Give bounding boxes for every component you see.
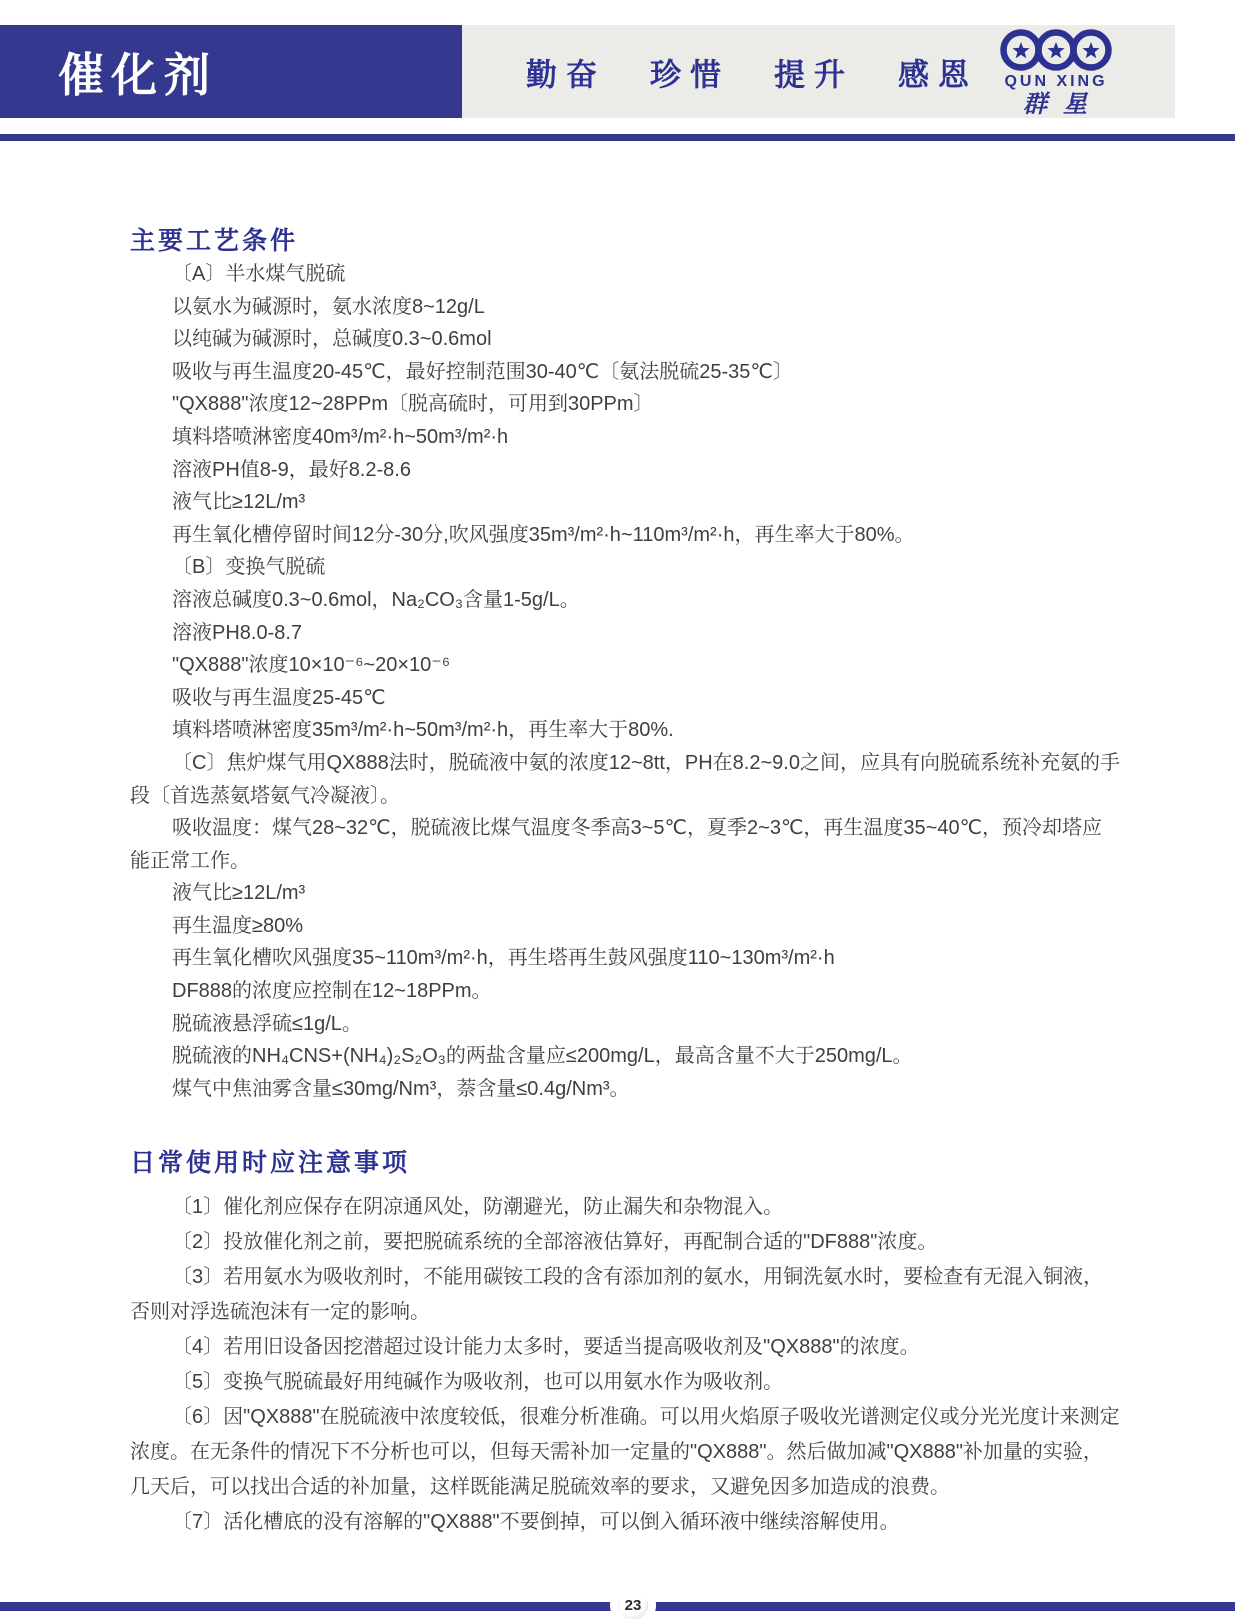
body-paragraph: 再生温度≥80% — [172, 914, 304, 937]
title-banner — [0, 25, 462, 118]
body-paragraph: 脱硫液悬浮硫≤1g/L。 — [172, 1012, 362, 1035]
motto-word: 提升 — [774, 57, 854, 93]
header-divider-rule — [0, 134, 1235, 141]
section-usage-notes — [130, 1190, 1120, 1540]
body-paragraph: 吸收温度：煤气28~32℃，脱硫液比煤气温度冬季高3~5℃，夏季2~3℃，再生温度35~40℃，预冷却塔应能正常工作。 — [130, 817, 1103, 872]
page-number-badge — [618, 1590, 648, 1619]
body-paragraph: 脱硫液的NH₄CNS+(NH₄)₂S₂O₃的两盐含量应≤200mg/L，最高含量不大于250mg/L。 — [172, 1045, 913, 1068]
body-paragraph: 吸收与再生温度20-45℃，最好控制范围30-40℃〔氨法脱硫25-35℃〕 — [172, 360, 793, 383]
document-body — [130, 141, 1120, 1540]
three-rings-stars-icon — [997, 28, 1115, 73]
note-item: 〔7〕活化槽底的没有溶解的"QX888"不要倒掉，可以倒入循环液中继续溶解使用。 — [172, 1511, 900, 1534]
motto-word: 感恩 — [898, 57, 978, 93]
section-heading-usage-notes: 日常使用时应注意事项 — [130, 1149, 411, 1178]
body-paragraph: 填料塔喷淋密度35m³/m²·h~50m³/m²·h，再生率大于80%. — [172, 719, 674, 742]
body-paragraph: "QX888"浓度12~28PPm〔脱高硫时，可用到30PPm〕 — [172, 393, 654, 416]
body-paragraph: 再生氧化槽吹风强度35~110m³/m²·h，再生塔再生鼓风强度110~130m³/m²·h — [172, 947, 835, 970]
body-paragraph: 再生氧化槽停留时间12分-30分,吹风强度35m³/m²·h~110m³/m²·h，再生率大于80%。 — [172, 523, 915, 546]
note-item: 〔3〕若用氨水为吸收剂时，不能用碳铵工段的含有添加剂的氨水，用铜洗氨水时，要检查有无混入铜液，否则对浮选硫泡沫有一定的影响。 — [130, 1266, 1104, 1324]
motto-word: 珍惜 — [650, 57, 730, 93]
note-item: 〔5〕变换气脱硫最好用纯碱作为吸收剂，也可以用氨水作为吸收剂。 — [172, 1371, 784, 1394]
company-motto — [526, 49, 978, 94]
note-item: 〔1〕催化剂应保存在阴凉通风处，防潮避光，防止漏失和杂物混入。 — [172, 1196, 784, 1219]
body-paragraph: 溶液PH8.0-8.7 — [172, 621, 303, 644]
note-item: 〔6〕因"QX888"在脱硫液中浓度较低，很难分析准确。可以用火焰原子吸收光谱测定仪或分光光度计来测定浓度。在无条件的情况下不分析也可以，但每天需补加一定量的"QX888"。然后做加减"QX888"补加量的实验，几天后，可以找出合适的补加量，这样既能满足脱硫效率的要求，又避免因多加造成的浪费。 — [130, 1406, 1120, 1499]
body-paragraph: 溶液总碱度0.3~0.6mol，Na₂CO₃含量1-5g/L。 — [172, 588, 580, 611]
body-paragraph: DF888的浓度应控制在12~18PPm。 — [172, 980, 492, 1003]
company-logo — [997, 28, 1115, 117]
body-paragraph: 煤气中焦油雾含量≤30mg/Nm³，萘含量≤0.4g/Nm³。 — [172, 1077, 630, 1100]
section-heading-process-conditions: 主要工艺条件 — [130, 227, 299, 255]
section-process-conditions — [130, 258, 1120, 1105]
page-title: 催化剂 — [58, 48, 217, 101]
body-paragraph: 填料塔喷淋密度40m³/m²·h~50m³/m²·h — [172, 425, 509, 448]
page-number: 23 — [624, 1596, 642, 1614]
logo-latin-name: QUN XING — [1004, 73, 1108, 90]
page-header — [0, 25, 1235, 118]
logo-cjk-name: 群星 — [1023, 89, 1103, 118]
body-paragraph: 以纯碱为碱源时，总碱度0.3~0.6mol — [172, 328, 492, 351]
body-paragraph: 〔C〕焦炉煤气用QX888法时，脱硫液中氨的浓度12~8tt，PH在8.2~9.0之间，应具有向脱硫系统补充氨的手段〔首选蒸氨塔氨气冷凝液〕。 — [130, 751, 1120, 807]
body-paragraph: 液气比≥12L/m³ — [172, 882, 306, 905]
body-paragraph: 以氨水为碱源时，氨水浓度8~12g/L — [172, 295, 485, 318]
note-item: 〔2〕投放催化剂之前，要把脱硫系统的全部溶液估算好，再配制合适的"DF888"浓度。 — [172, 1231, 938, 1254]
body-paragraph: 液气比≥12L/m³ — [172, 491, 306, 514]
note-item: 〔4〕若用旧设备因挖潜超过设计能力太多时，要适当提高吸收剂及"QX888"的浓度。 — [172, 1336, 920, 1359]
body-paragraph: "QX888"浓度10×10⁻⁶~20×10⁻⁶ — [172, 654, 451, 677]
body-paragraph: 溶液PH值8-9，最好8.2-8.6 — [172, 458, 411, 481]
body-paragraph: 〔A〕半水煤气脱硫 — [172, 263, 346, 285]
body-paragraph: 〔B〕变换气脱硫 — [172, 556, 326, 579]
header-band — [462, 25, 1175, 118]
body-paragraph: 吸收与再生温度25-45℃ — [172, 686, 386, 709]
motto-word: 勤奋 — [526, 57, 606, 93]
